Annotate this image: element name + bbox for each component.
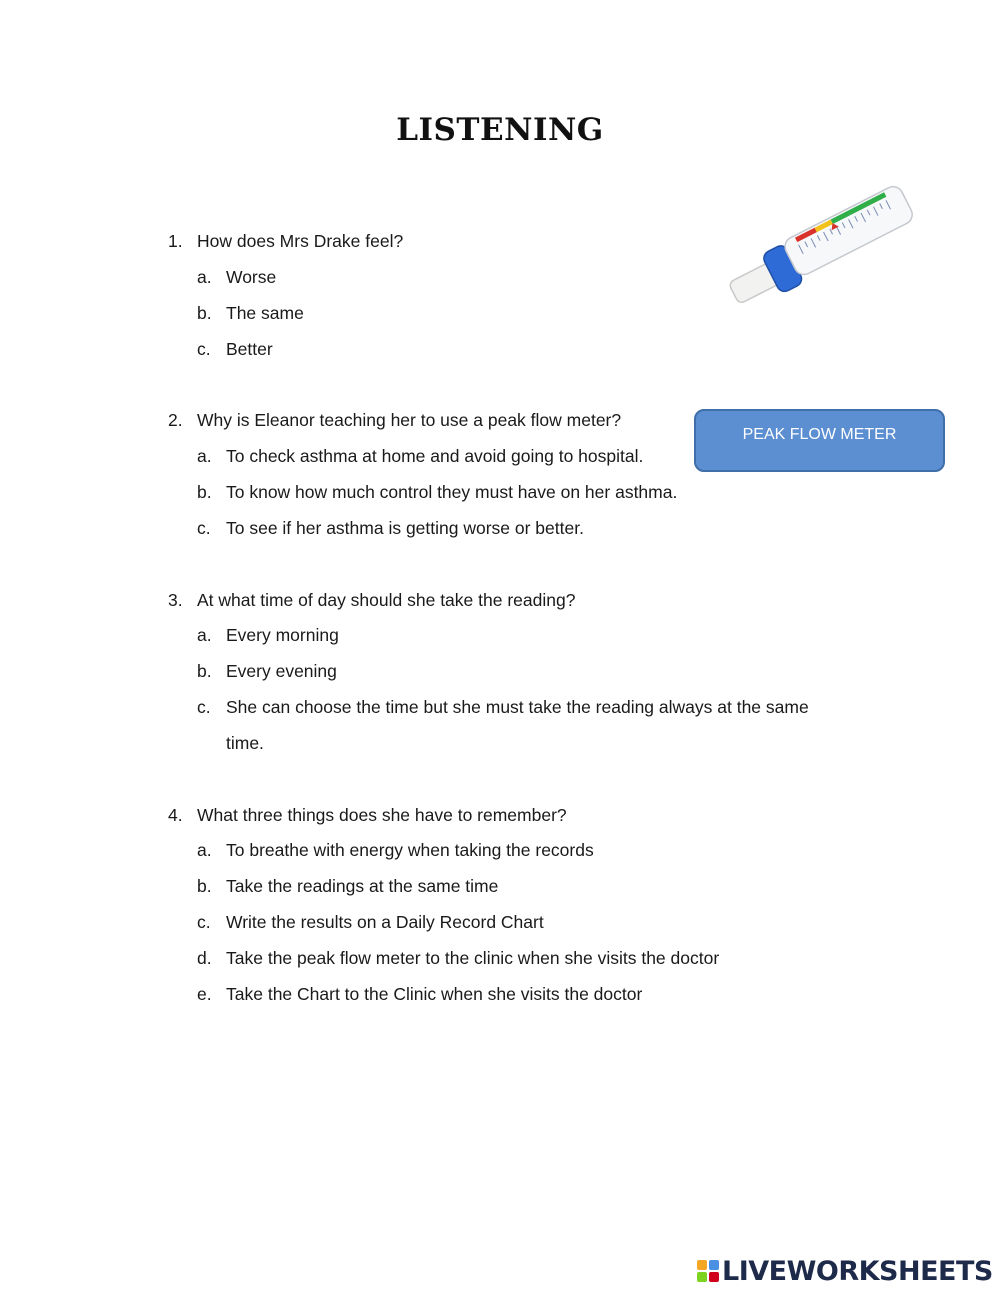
- logo-block: [697, 1260, 707, 1270]
- option-letter: a.: [197, 840, 212, 860]
- option-text[interactable]: To check asthma at home and avoid going to hospital.: [226, 446, 644, 466]
- page-title: LISTENING: [396, 112, 604, 148]
- question-number: 1.: [168, 231, 183, 251]
- option-letter: e.: [197, 984, 212, 1004]
- option-letter: c.: [197, 518, 211, 538]
- question-text: What three things does she have to remember?: [197, 805, 567, 825]
- question-number: 4.: [168, 805, 183, 825]
- logo-block: [697, 1272, 707, 1282]
- liveworksheets-logo: [697, 1255, 993, 1287]
- option-text[interactable]: Take the peak flow meter to the clinic when she visits the doctor: [226, 948, 720, 968]
- question-text: Why is Eleanor teaching her to use a peak flow meter?: [197, 410, 622, 430]
- option-text[interactable]: Take the readings at the same time: [226, 876, 499, 896]
- option-letter: b.: [197, 303, 212, 323]
- option-text[interactable]: To know how much control they must have on her asthma.: [226, 482, 678, 502]
- question-text: At what time of day should she take the reading?: [197, 590, 576, 610]
- option-text[interactable]: She can choose the time but she must take the reading always at the same: [226, 697, 809, 717]
- question-number: 3.: [168, 590, 183, 610]
- option-letter: a.: [197, 625, 212, 645]
- question-number: 2.: [168, 410, 183, 430]
- option-letter: b.: [197, 661, 212, 681]
- option-text[interactable]: Every evening: [226, 661, 337, 681]
- option-letter: c.: [197, 912, 211, 932]
- peak-flow-meter-image: [697, 168, 927, 303]
- option-text[interactable]: Better: [226, 339, 273, 359]
- option-text[interactable]: Worse: [226, 267, 277, 287]
- option-letter: a.: [197, 446, 212, 466]
- option-letter: b.: [197, 482, 212, 502]
- option-letter: d.: [197, 948, 212, 968]
- option-letter: c.: [197, 339, 211, 359]
- option-text[interactable]: To breathe with energy when taking the records: [226, 840, 594, 860]
- option-letter: a.: [197, 267, 212, 287]
- option-text[interactable]: Every morning: [226, 625, 339, 645]
- option-text[interactable]: Take the Chart to the Clinic when she visits the doctor: [226, 984, 643, 1004]
- option-text[interactable]: Write the results on a Daily Record Chart: [226, 912, 544, 932]
- peak-flow-meter-label: PEAK FLOW METER: [694, 409, 945, 472]
- option-text-continuation: time.: [226, 733, 264, 753]
- logo-block: [709, 1260, 719, 1270]
- option-text[interactable]: To see if her asthma is getting worse or better.: [226, 518, 584, 538]
- option-letter: b.: [197, 876, 212, 896]
- option-letter: c.: [197, 697, 211, 717]
- logo-block: [709, 1272, 719, 1282]
- option-text[interactable]: The same: [226, 303, 304, 323]
- logo-blocks-icon: [697, 1260, 719, 1282]
- question-text: How does Mrs Drake feel?: [197, 231, 404, 251]
- logo-text: LIVEWORKSHEETS: [722, 1255, 993, 1287]
